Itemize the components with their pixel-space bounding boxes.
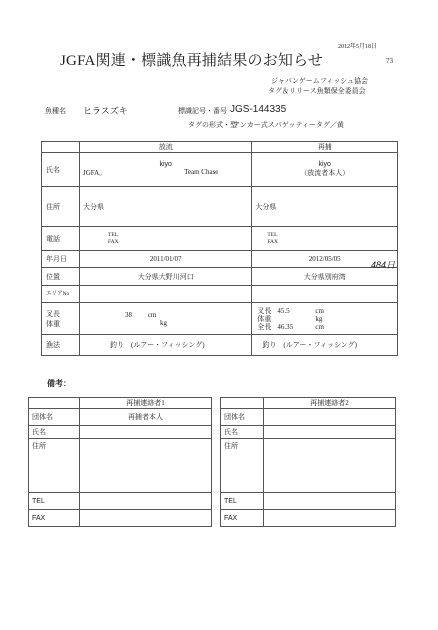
- contact1-tel-label: TEL: [29, 493, 80, 510]
- recapture-fork-unit: cm: [315, 306, 324, 315]
- contact1-corner: [29, 398, 80, 409]
- recapture-location: 大分県別府湾: [252, 268, 398, 286]
- phone-row-label: 電話: [42, 227, 80, 251]
- contact1-org-label: 団体名: [29, 409, 80, 426]
- species-label: 魚種名: [45, 107, 66, 115]
- recapture-column-header: 再捕: [252, 142, 398, 153]
- recapture-name: kiyo: [318, 161, 331, 168]
- recapture-fax-label: FAX: [267, 238, 279, 245]
- location-row-label: 位置: [42, 268, 80, 286]
- method-row-label: 漁法: [42, 335, 80, 356]
- name-row-label: 氏名: [42, 153, 80, 187]
- contact2-address-value: [264, 439, 396, 493]
- remarks-label: 備考：: [47, 379, 71, 388]
- recapture-measure-cell: [252, 303, 398, 335]
- page-number: 73: [386, 57, 393, 65]
- recapture-phone-cell: [252, 227, 398, 251]
- contact1-fax-value: [80, 510, 212, 527]
- tag-number-value: JGS-144335: [230, 104, 287, 115]
- release-measure-cell: [80, 303, 252, 335]
- release-name: kiyo: [159, 161, 172, 168]
- contact1-address-value: [80, 439, 212, 493]
- release-length-unit: cm: [147, 310, 157, 319]
- release-org: JGFA。: [83, 169, 107, 177]
- recapture-date: 2012/05/05: [252, 251, 398, 268]
- area-row-label: エリアNo: [42, 286, 80, 303]
- contact1-header: 再捕連絡者1: [80, 398, 212, 409]
- contact2-org-value: [264, 409, 396, 426]
- measure-row-label: [42, 303, 80, 335]
- contact1-fax-label: FAX: [29, 510, 80, 527]
- contact1-tel-value: [80, 493, 212, 510]
- length-label: 叉長: [46, 309, 60, 318]
- release-name-cell: [80, 153, 252, 187]
- record-table: [41, 141, 398, 356]
- recapture-weight-label: 体重: [257, 314, 272, 323]
- date: 2012年5月18日: [338, 44, 378, 50]
- release-address: 大分県: [80, 187, 252, 227]
- corner-cell: [42, 142, 80, 153]
- recapture-note: （放流者本人）: [300, 169, 350, 177]
- contact2-fax-value: [264, 510, 396, 527]
- contact2-org-label: 団体名: [221, 409, 264, 426]
- address-row-label: 住所: [42, 187, 80, 227]
- species-value: ヒラスズキ: [83, 106, 128, 116]
- page-title: JGFA関連・標識魚再捕結果のお知らせ: [60, 53, 324, 69]
- recapture-fork-label: 叉長: [257, 306, 272, 315]
- release-length: 38: [125, 310, 132, 319]
- contact2-corner: [221, 398, 264, 409]
- contact2-tel-label: TEL: [221, 493, 264, 510]
- recapture-fork-length: 45.5: [277, 306, 290, 315]
- recapture-address: 大分県: [252, 187, 398, 227]
- contact1-address-label: 住所: [29, 439, 80, 493]
- recapture-tel-label: TEL: [267, 231, 278, 238]
- recapture-area: [252, 286, 398, 303]
- release-area: [80, 286, 252, 303]
- recapture-total-label: 全長: [257, 322, 272, 331]
- contact1-name-label: 氏名: [29, 426, 80, 439]
- contact1-org-value: 再捕者本人: [80, 409, 212, 426]
- contact2-header: 再捕連絡者2: [264, 398, 396, 409]
- release-column-header: 放流: [80, 142, 252, 153]
- contact1-name-value: [80, 426, 212, 439]
- release-team: Team Chase: [184, 168, 219, 176]
- release-tel-label: TEL: [108, 231, 119, 238]
- release-fax-label: FAX: [108, 238, 119, 245]
- contact2-name-label: 氏名: [221, 426, 264, 439]
- weight-label: 体重: [46, 319, 60, 328]
- recapture-total-length: 46.35: [277, 322, 294, 331]
- tag-type-label: タグの形式・型: [188, 121, 237, 129]
- contact2-name-value: [264, 426, 396, 439]
- contact-table: [28, 397, 396, 527]
- release-location: 大分県大野川河口: [80, 268, 252, 286]
- release-date: 2011/01/07: [80, 251, 252, 268]
- contact2-address-label: 住所: [221, 439, 264, 493]
- contact2-fax-label: FAX: [221, 510, 264, 527]
- recapture-method: 釣り (ルアー・フィッシング): [252, 335, 398, 356]
- days-elapsed-note: 484日: [371, 260, 396, 270]
- release-phone-cell: [80, 227, 252, 251]
- release-method: 釣り (ルアー・フィッシング): [80, 335, 252, 356]
- date-row-label: 年月日: [42, 251, 80, 268]
- organization-name: ジャパンゲームフィッシュ協会: [271, 77, 369, 85]
- committee-name: タグ＆リリース魚類保全委員会: [268, 87, 366, 95]
- contact2-tel-value: [264, 493, 396, 510]
- release-weight-unit: kg: [160, 318, 167, 327]
- recapture-weight-value: [277, 315, 315, 323]
- tag-number-label: 標識記号・番号: [178, 107, 227, 115]
- recapture-name-cell: [252, 153, 398, 187]
- recapture-weight-unit: kg: [315, 314, 323, 323]
- tag-type-value: アンカー式スパゲッティータグ／黄: [233, 121, 344, 129]
- recapture-total-unit: cm: [315, 322, 324, 331]
